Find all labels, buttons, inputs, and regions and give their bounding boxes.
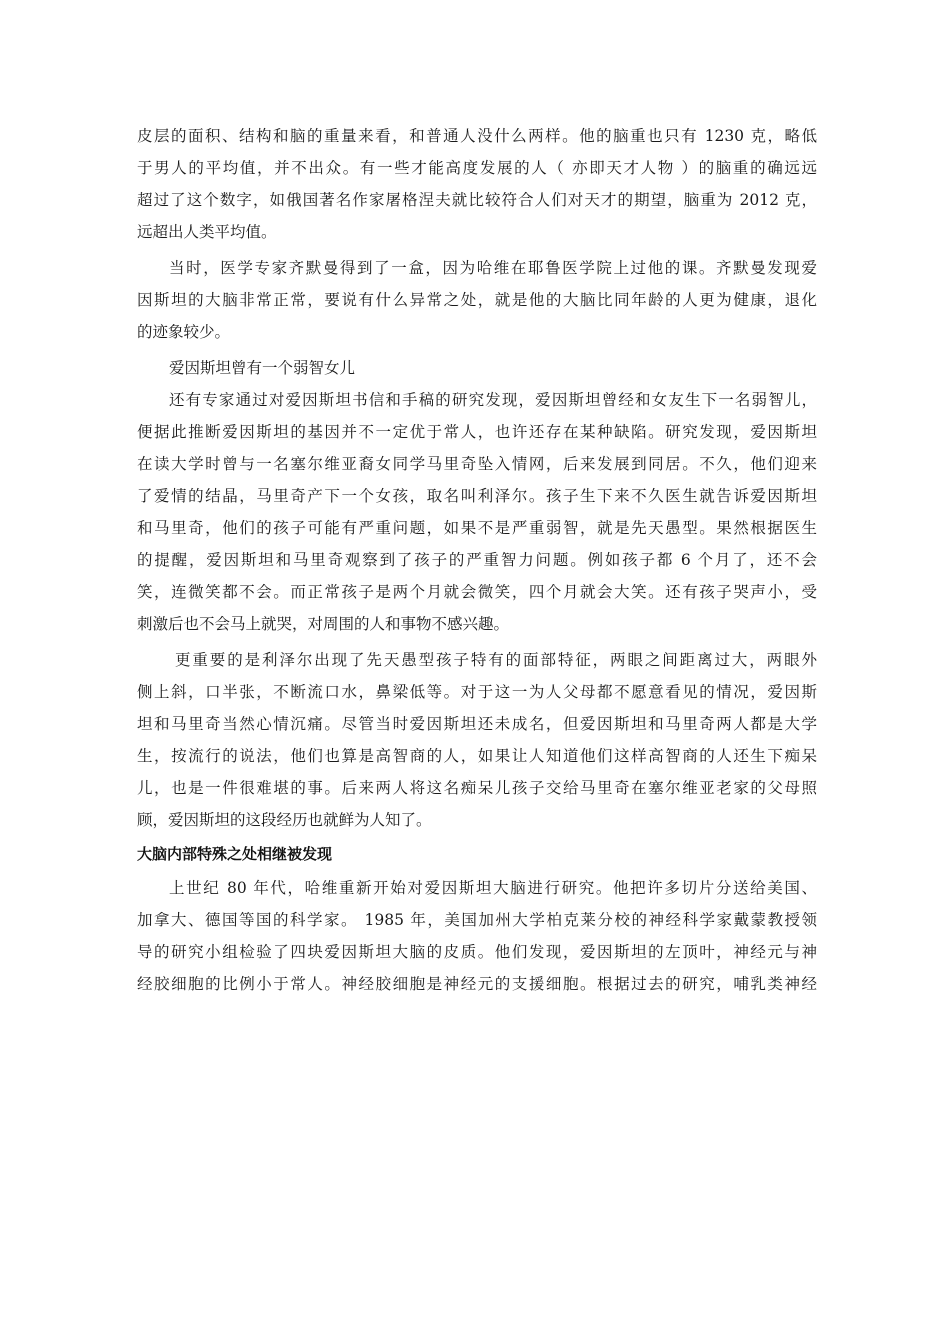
text-line: 在读大学时曾与一名塞尔维亚裔女同学马里奇坠入情网，后来发展到同居。不久，他们迎来 (137, 455, 817, 473)
text-line: 儿，也是一件很难堪的事。后来两人将这名痴呆儿孩子交给马里奇在塞尔维亚老家的父母照 (137, 779, 817, 797)
text-line: 上世纪 80 年代，哈维重新开始对爱因斯坦大脑进行研究。他把许多切片分送给美国、 (169, 879, 817, 897)
paragraph-harvey-research (137, 872, 817, 1000)
section-heading: 大脑内部特殊之处相继被发现 (137, 845, 333, 863)
text-line: 坦和马里奇当然心情沉痛。尽管当时爱因斯坦还未成名，但爱因斯坦和马里奇两人都是大学 (137, 715, 817, 733)
text-line: 和马里奇，他们的孩子可能有严重问题，如果不是严重弱智，就是先天愚型。果然根据医生 (137, 519, 817, 537)
text-line: 的提醒，爱因斯坦和马里奇观察到了孩子的严重智力问题。例如孩子都 6 个月了，还不会 (137, 551, 817, 569)
text-line: 了爱情的结晶，马里奇产下一个女孩，取名叫利泽尔。孩子生下来不久医生就告诉爱因斯坦 (137, 487, 817, 505)
text-line: 的迹象较少。 (137, 323, 231, 341)
text-line: 超过了这个数字，如俄国著名作家屠格涅夫就比较符合人们对天才的期望，脑重为 2012 克， (137, 191, 817, 209)
text-line: 于男人的平均值，并不出众。有一些才能高度发展的人（ 亦即天才人物 ）的脑重的确远远 (137, 159, 817, 177)
paragraph-brain-weight (137, 120, 817, 248)
text-line: 远超出人类平均值。 (137, 223, 277, 241)
text-line: 顾，爱因斯坦的这段经历也就鲜为人知了。 (137, 811, 432, 829)
subheading: 爱因斯坦曾有一个弱智女儿 (169, 359, 356, 377)
document-body (137, 120, 817, 1000)
text-line: 便据此推断爱因斯坦的基因并不一定优于常人，也许还存在某种缺陷。研究发现，爱因斯坦 (137, 423, 817, 441)
paragraph-daughter (137, 384, 817, 640)
text-line: 经胶细胞的比例小于常人。神经胶细胞是神经元的支援细胞。根据过去的研究，哺乳类神经 (137, 975, 817, 993)
text-line: 加拿大、德国等国的科学家。 1985 年，美国加州大学柏克莱分校的神经科学家戴蒙教授领 (137, 911, 817, 929)
paragraph-zimmerman (137, 252, 817, 348)
paragraph-facial-features (137, 644, 817, 836)
text-line: 导的研究小组检验了四块爱因斯坦大脑的皮质。他们发现，爱因斯坦的左顶叶，神经元与神 (137, 943, 817, 961)
text-line: 更重要的是利泽尔出现了先天愚型孩子特有的面部特征，两眼之间距离过大，两眼外 (175, 651, 817, 669)
text-line: 笑，连微笑都不会。而正常孩子是两个月就会微笑，四个月就会大笑。还有孩子哭声小，受 (137, 583, 817, 601)
text-line: 还有专家通过对爱因斯坦书信和手稿的研究发现，爱因斯坦曾经和女友生下一名弱智儿， (169, 391, 817, 409)
text-line: 生，按流行的说法，他们也算是高智商的人，如果让人知道他们这样高智商的人还生下痴呆 (137, 747, 817, 765)
text-line: 当时，医学专家齐默曼得到了一盒，因为哈维在耶鲁医学院上过他的课。齐默曼发现爱 (169, 259, 817, 277)
text-line: 因斯坦的大脑非常正常，要说有什么异常之处，就是他的大脑比同年龄的人更为健康，退化 (137, 291, 817, 309)
text-line: 皮层的面积、结构和脑的重量来看，和普通人没什么两样。他的脑重也只有 1230 克，略低 (137, 127, 817, 145)
text-line: 侧上斜，口半张，不断流口水，鼻梁低等。对于这一为人父母都不愿意看见的情况，爱因斯 (137, 683, 817, 701)
text-line: 刺激后也不会马上就哭，对周围的人和事物不感兴趣。 (137, 615, 510, 633)
